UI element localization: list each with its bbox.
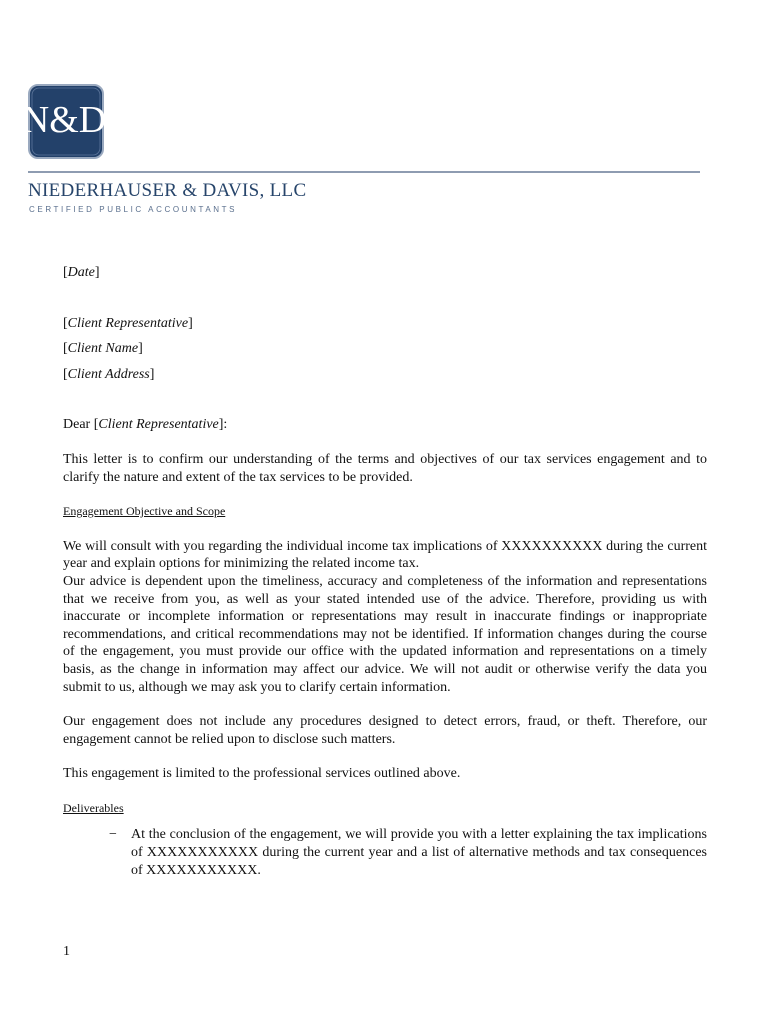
salutation-prefix: Dear [63,417,94,433]
limit-paragraph: This engagement is limited to the professional services outlined above. [63,766,461,782]
scope-paragraph: We will consult with you regarding the individual income tax implications of XXXXXXXXXX during the current year and explain options for minimizing the related income tax. [63,538,707,572]
representative-placeholder: Client Representative [67,315,189,331]
deliverable-item [63,826,707,879]
date-placeholder: Date [67,265,95,280]
name-placeholder: Client Name [67,341,139,357]
letter-body [63,264,707,879]
recipient-representative: [Client Representative] [63,315,193,331]
firm-subtitle: CERTIFIED PUBLIC ACCOUNTANTS [29,205,238,214]
header-divider [28,171,700,173]
logo-text: N&D [21,99,107,141]
exclusion-paragraph: Our engagement does not include any procedures designed to detect errors, fraud, or theft. Therefore, our engagement cannot be relied upon to disclose such matters. [63,714,707,747]
logo-emblem [21,84,107,159]
advice-paragraph: Our advice is dependent upon the timeliness, accuracy and completeness of the information and representations that we receive from you, as well as your stated intended use of the advice. Therefore, providing us with inaccurate or incomplete information or representations may result in inaccurate findings or inappropriate recommendations, and critical recommendations may not be identified. If information changes during the course of the engagement, you must provide our office with the updated information and representations on a timely basis, as the change in information may affect our advice. We will not audit or otherwise verify the data you submit to us, although we may ask you to clarify certain information. [63,573,707,695]
recipient-name: [Client Name] [63,341,143,357]
page-number: 1 [63,944,70,959]
address-placeholder: Client Address [67,366,150,382]
section-heading-deliverables: Deliverables [63,800,124,815]
date-line: [Date] [63,265,100,280]
deliverable-text: At the conclusion of the engagement, we will provide you with a letter explaining the tax implications of XXXXXXXXXXX during the current year and a list of alternative methods and tax consequences of XXXXXXXXXXX. [131,827,707,878]
salutation-suffix: ]: [218,417,228,433]
intro-paragraph: This letter is to confirm our understanding of the terms and objectives of our tax services engagement and to clarify the nature and extent of the tax services to be provided. [63,451,707,485]
recipient-address: [Client Address] [63,366,155,382]
firm-name: NIEDERHAUSER & DAVIS, LLC [28,180,307,201]
salutation: Dear [Client Representative]: [63,417,228,433]
salutation-placeholder: Client Representative [98,417,219,433]
section-heading-scope: Engagement Objective and Scope [63,504,226,519]
dash-bullet: − [109,827,117,843]
firm-logo [21,84,107,159]
